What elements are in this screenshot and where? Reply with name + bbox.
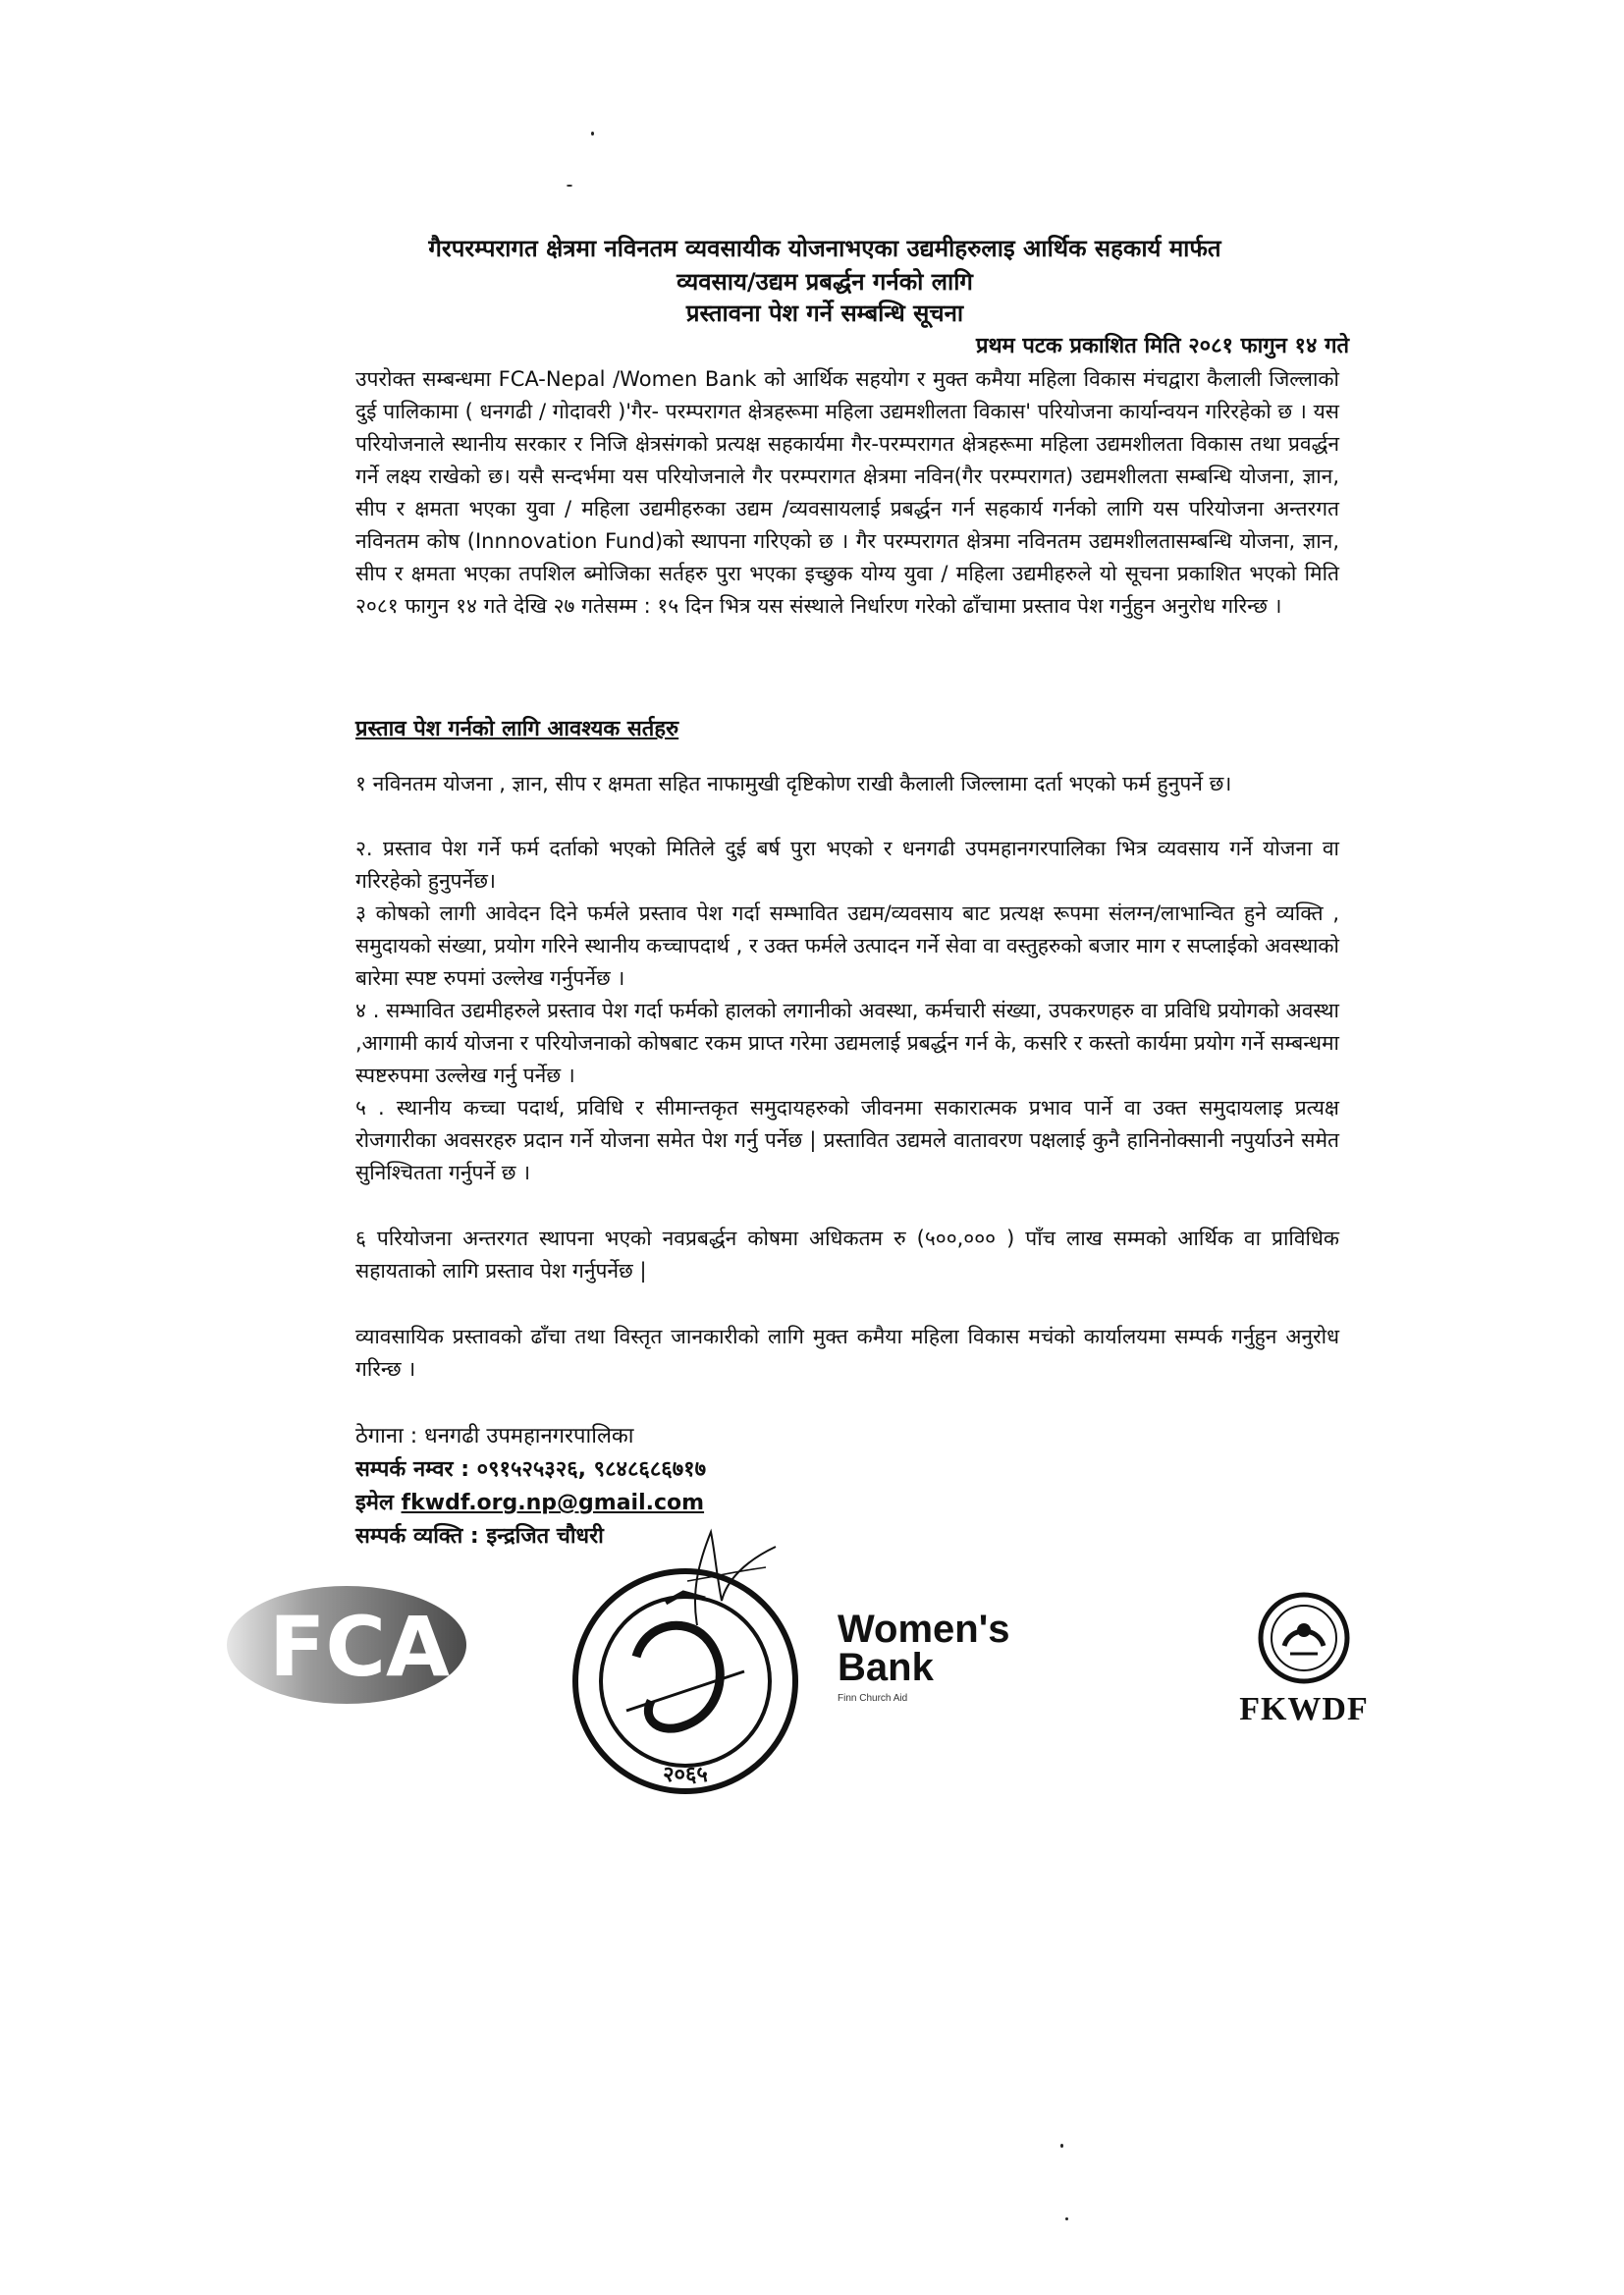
seal-stamp-number: २०६५ <box>663 1763 708 1787</box>
condition-item-5: ५ . स्थानीय कच्चा पदार्थ, प्रविधि र सीमान्तकृत समुदायहरुको जीवनमा सकारात्मक प्रभाव पार्ने वा उक्त समुदायलाइ प्रत्यक्ष रोजगारीका अवसरहरु प्रदान गर्ने योजना समेत पेश गर्नु पर्नेछ | प्रस्तावित उद्यमले वातावरण पक्षलाई कुनै हानिनोक्सानी नपुर्याउने समेत सुनिश्चितता गर्नुपर्ने छ । <box>355 1096 1339 1184</box>
organization-seal-stamp <box>568 1563 803 1799</box>
notice-title-line-1: गैरपरम्परागत क्षेत्रमा नविनतम व्यवसायीक योजनाभएका उद्यमीहरुलाइ आर्थिक सहकार्य मार्फत <box>428 235 1221 262</box>
condition-item-1: १ नविनतम योजना , ज्ञान, सीप र क्षमता सहित नाफामुखी दृष्टिकोण राखी कैलाली जिल्लामा दर्ता भएको फर्म हुनुपर्ने छ। <box>355 772 1232 795</box>
contact-email <box>355 1487 704 1520</box>
fkwdf-logo <box>1218 1591 1390 1728</box>
condition-item-3: ३ कोषको लागी आवेदन दिने फर्मले प्रस्ताव पेश गर्दा सम्भावित उद्यम/व्यवसाय बाट प्रत्यक्ष रूपमा संलग्न/लाभान्वित हुने व्यक्ति , समुदायको संख्या, प्रयोग गरिने स्थानीय कच्चापदार्थ , र उक्त फर्मले उत्पादन गर्ने सेवा वा वस्तुहरुको बजार माग र सप्लाईको अवस्थाको बारेमा स्पष्ट रुपमां उल्लेख गर्नुपर्नेछ । <box>355 902 1339 990</box>
contact-phone <box>355 1453 706 1487</box>
intro-paragraph: उपरोक्त सम्बन्धमा FCA-Nepal /Women Bank को आर्थिक सहयोग र मुक्त कमैया महिला विकास मंचद्वारा कैलाली जिल्लाको दुई पालिकामा ( धनगढी / गोदावरी )'गैर- परम्परागत क्षेत्रहरूमा महिला उद्यमशीलता विकास' परियोजना कार्यान्वयन गरिरहेको छ । यस परियोजनाले स्थानीय सरकार र निजि क्षेत्रसंगको प्रत्यक्ष सहकार्यमा गैर-परम्परागत क्षेत्रहरूमा महिला उद्यमशीलता विकास तथा प्रवर्द्धन गर्ने लक्ष्य राखेको छ। यसै सन्दर्भमा यस परियोजनाले गैर परम्परागत क्षेत्रमा नविन(गैर परम्परागत) उद्यमशीलता सम्बन्धि योजना, ज्ञान, सीप र क्षमता भएका युवा / महिला उद्यमीहरुका उद्यम /व्यवसायलाई प्रबर्द्धन गर्न सहकार्य गर्नको लागि यस परियोजना अन्तरगत नविनतम कोष (Innnovation Fund)को स्थापना गरिएको छ । गैर परम्परागत क्षेत्रमा नविनतम उद्यमशीलतासम्बन्धि योजना, ज्ञान, सीप र क्षमता भएका तपशिल ब्मोजिका सर्तहरु पुरा भएका इच्छुक योग्य युवा / महिला उद्यमीहरुले यो सूचना प्रकाशित भएको मिति २०८१ फागुन १४ गते देखि २७ गतेसम्म : १५ दिन भित्र यस संस्थाले निर्धारण गरेको ढाँचामा प्रस्ताव पेश गर्नुहुन अनुरोध गरिन्छ । <box>355 367 1339 618</box>
notice-title-line-3: प्रस्तावना पेश गर्ने सम्बन्धि सूचना <box>685 300 964 327</box>
contact-address: ठेगाना : धनगढी उपमहानगरपालिका <box>355 1424 634 1448</box>
closing-paragraph: व्यावसायिक प्रस्तावको ढाँचा तथा विस्तृत जानकारीको लागि मुक्त कमैया महिला विकास मचंको कार्यालयमा सम्पर्क गर्नुहुन अनुरोध गरिन्छ । <box>355 1325 1339 1381</box>
conditions-heading: प्रस्ताव पेश गर्नको लागि आवश्यक सर्तहरु <box>355 717 679 741</box>
womens-bank-logo <box>838 1608 1034 1704</box>
scan-speck <box>591 132 594 136</box>
condition-item-2: २. प्रस्ताव पेश गर्ने फर्म दर्ताको भएको मितिले दुई बर्ष पुरा भएको र धनगढी उपमहानगरपालिका भित्र व्यवसाय गर्ने योजना वा गरिरहेको हुनुपर्नेछ। <box>355 837 1339 893</box>
contact-email-link[interactable]: fkwdf.org.np@gmail.com <box>401 1491 705 1515</box>
fkwdf-emblem-icon <box>1257 1591 1351 1685</box>
scan-speck <box>1060 2144 1063 2148</box>
womens-bank-logo-line-1: Women's <box>838 1608 1010 1651</box>
fca-logo-text: FCA <box>268 1599 451 1695</box>
fkwdf-logo-text: FKWDF <box>1239 1691 1369 1727</box>
scan-speck <box>1065 2217 1068 2220</box>
contact-phone-value: ०९१५२५३२६, ९८४८६८६७१७ <box>476 1457 707 1482</box>
publish-date: प्रथम पटक प्रकाशित मिति २०८१ फागुन १४ गते <box>975 334 1349 358</box>
contact-phone-label: सम्पर्क नम्वर : <box>355 1457 469 1482</box>
womens-bank-logo-line-2: Bank <box>838 1646 934 1689</box>
scan-speck <box>567 185 572 187</box>
condition-item-4: ४ . सम्भावित उद्यमीहरुले प्रस्ताव पेश गर्दा फर्मको हालको लगानीको अवस्था, कर्मचारी संख्या, उपकरणहरु वा प्रविधि प्रयोगको अवस्था ,आगामी कार्य योजना र परियोजनाको कोषबाट रकम प्राप्त गरेमा उद्यमलाई प्रबर्द्धन गर्न के, कसरि र कस्तो कार्यमा प्रयोग गर्ने सम्बन्धमा स्पष्टरुपमा उल्लेख गर्नु पर्नेछ । <box>355 999 1339 1087</box>
contact-person: सम्पर्क व्यक्ति : इन्द्रजित चौधरी <box>355 1524 604 1549</box>
contact-email-label: इमेल <box>355 1491 394 1515</box>
fca-logo <box>224 1581 469 1709</box>
notice-title-line-2: व्यवसाय/उद्यम प्रबर्द्धन गर्नको लागि <box>677 268 973 296</box>
condition-item-6: ६ परियोजना अन्तरगत स्थापना भएको नवप्रबर्द्धन कोषमा अधिकतम रु (५००,००० ) पाँच लाख सम्मको आर्थिक वा प्राविधिक सहायताको लागि प्रस्ताव पेश गर्नुपर्नेछ | <box>355 1227 1339 1283</box>
womens-bank-logo-tagline: Finn Church Aid <box>838 1693 908 1704</box>
